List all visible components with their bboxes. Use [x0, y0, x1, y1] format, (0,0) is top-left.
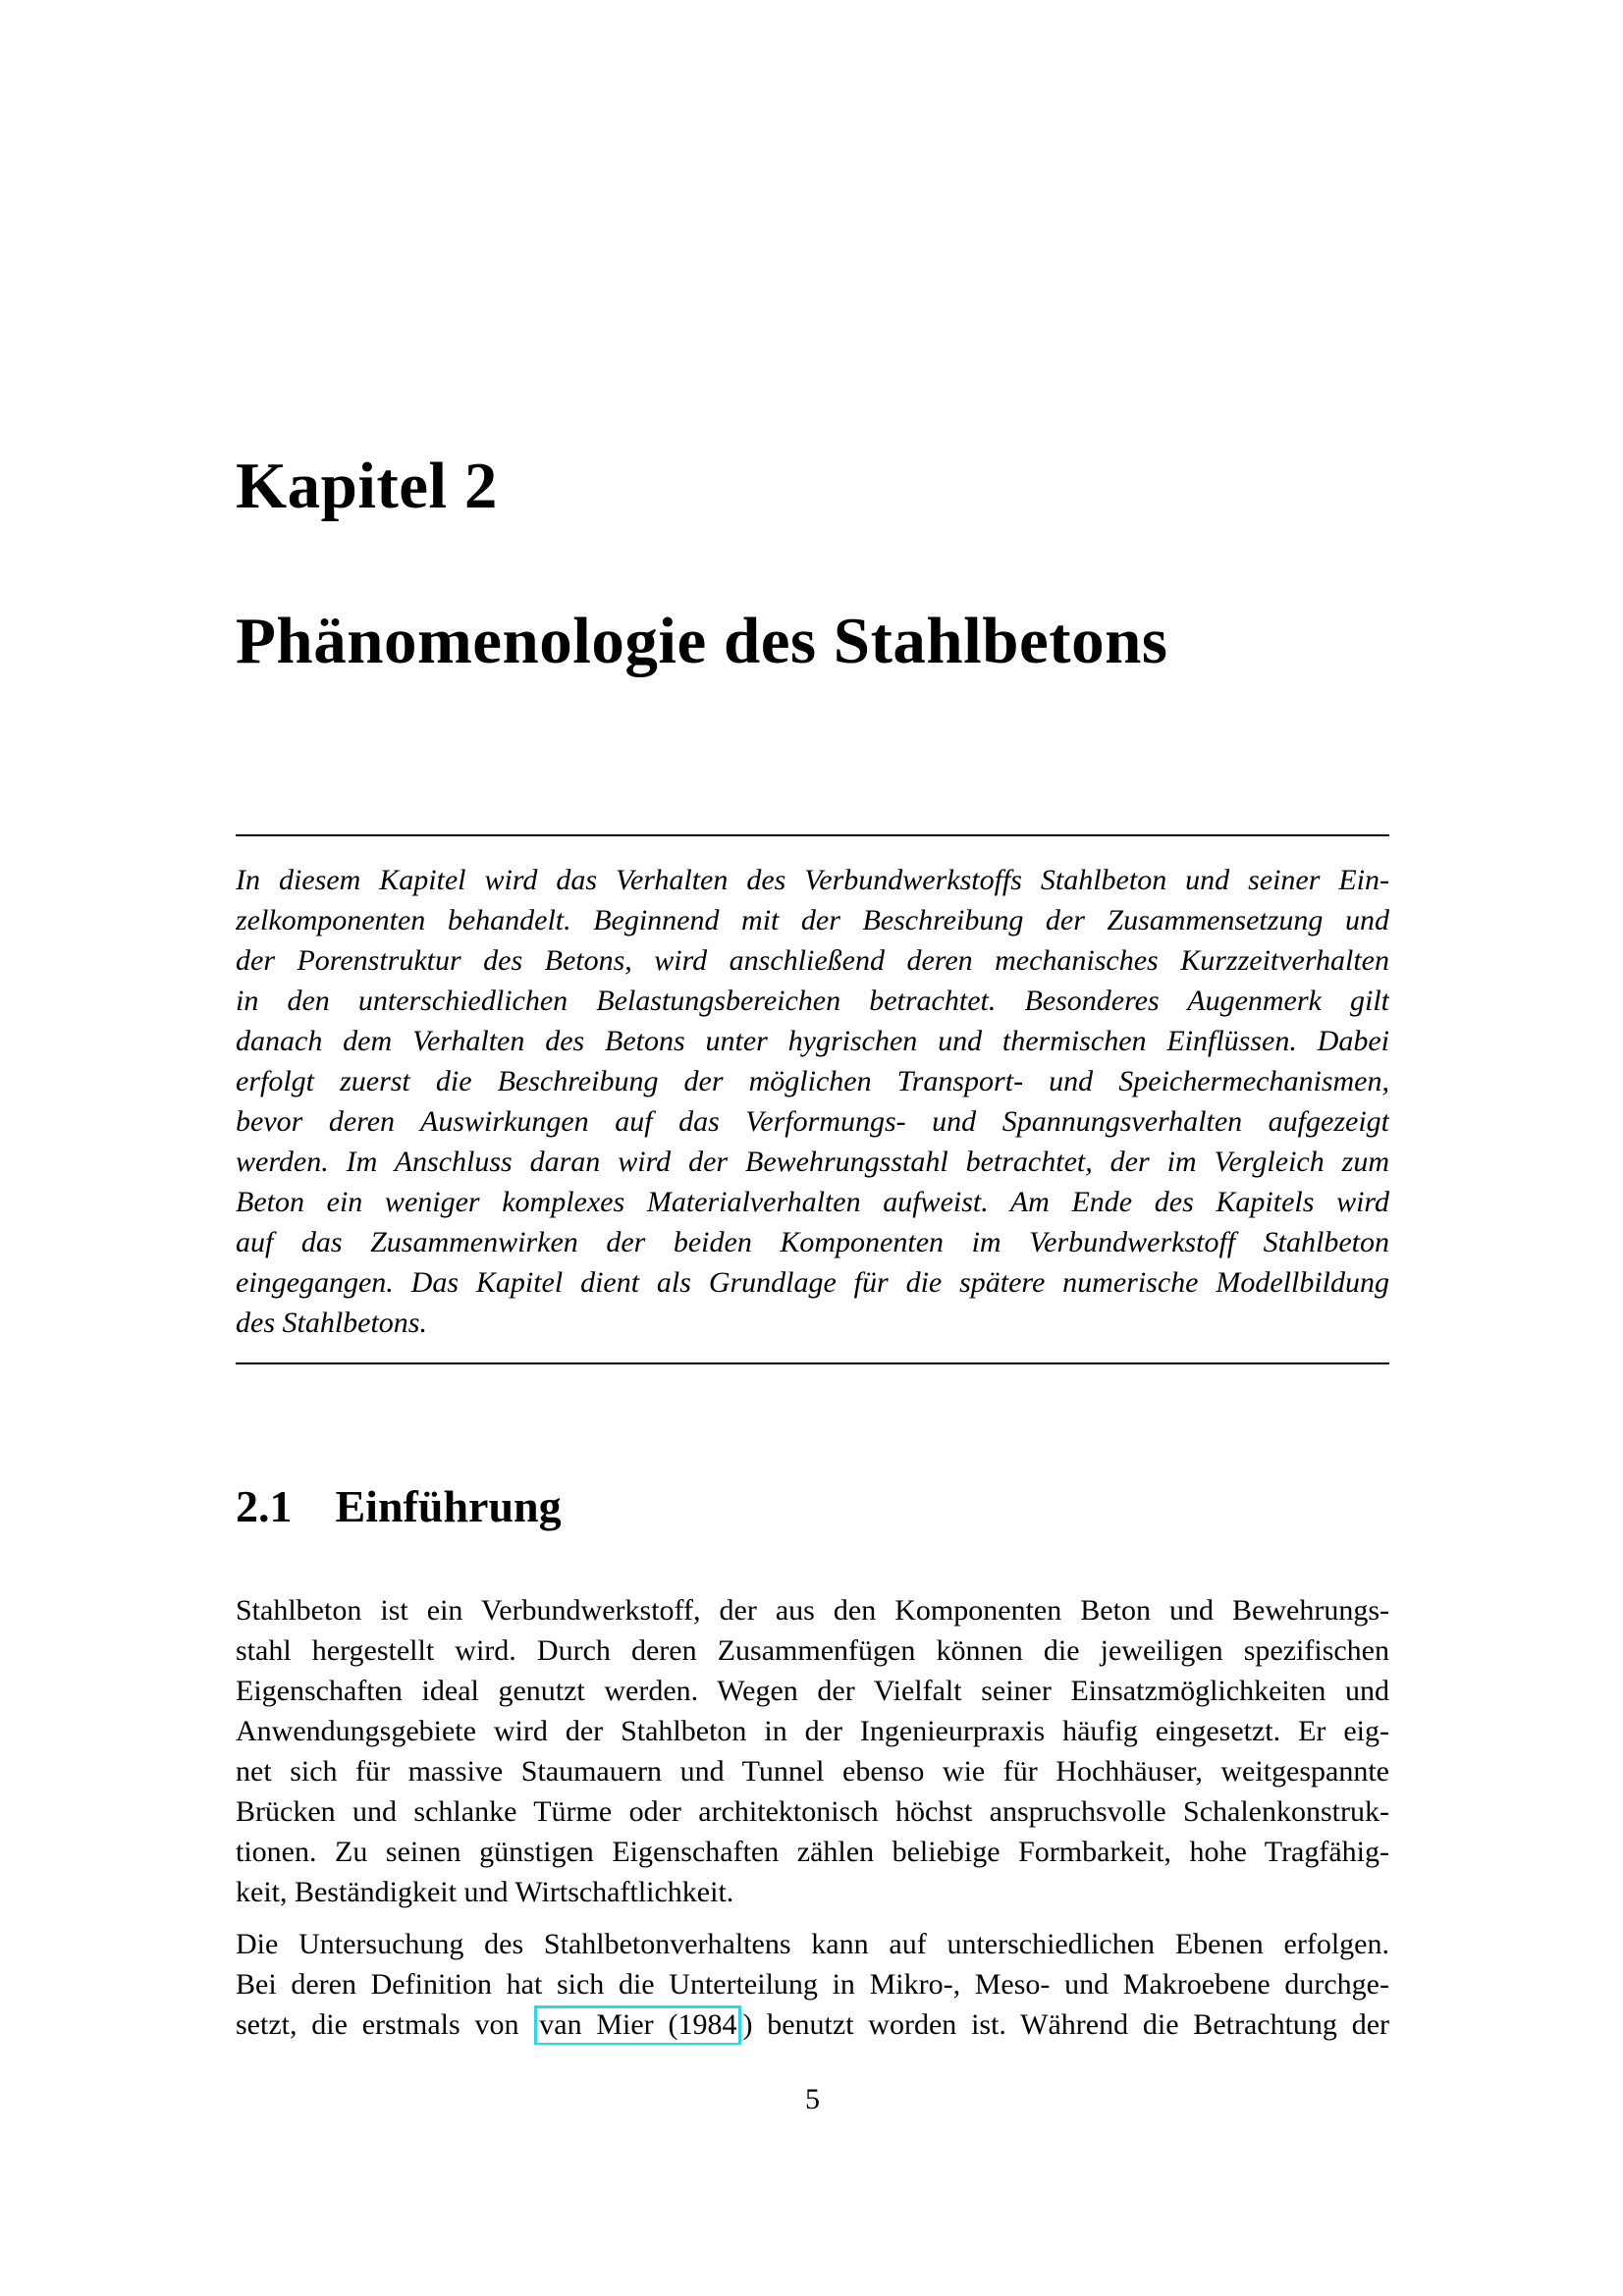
abstract-line: zelkomponenten behandelt. Beginnend mit der Beschreibung der Zusammensetzung und [236, 904, 1389, 936]
paragraph-1 [236, 1590, 1389, 1912]
text-line: Bei deren Definition hat sich die Unterteilung in Mikro-, Meso- und Makroebene durchge- [236, 1968, 1389, 2001]
text-line-with-citation [236, 2004, 1389, 2045]
abstract-line: werden. Im Anschluss daran wird der Bewehrungsstahl betrachtet, der im Vergleich zum [236, 1146, 1389, 1178]
abstract-text [236, 836, 1389, 1362]
text-line: Die Untersuchung des Stahlbetonverhaltens kann auf unterschiedlichen Ebenen erfolgen. [236, 1928, 1389, 1960]
section-title: Einführung [335, 1481, 562, 1531]
horizontal-rule-bottom [236, 1362, 1389, 1364]
text-line: keit, Beständigkeit und Wirtschaftlichkeit. [236, 1876, 734, 1908]
text-line: Eigenschaften ideal genutzt werden. Wegen der Vielfalt seiner Einsatzmöglichkeiten und [236, 1675, 1389, 1707]
abstract-line: danach dem Verhalten des Betons unter hygrischen und thermischen Einflüssen. Dabei [236, 1025, 1389, 1057]
abstract-line: erfolgt zuerst die Beschreibung der möglichen Transport- und Speichermechanismen, [236, 1065, 1389, 1097]
text-line: Brücken und schlanke Türme oder architektonisch höchst anspruchsvolle Schalenkonstruk- [236, 1795, 1389, 1828]
section-number: 2.1 [236, 1481, 293, 1531]
text-line: tionen. Zu seinen günstigen Eigenschaften zählen beliebige Formbarkeit, hohe Tragfähig- [236, 1836, 1389, 1868]
abstract-line: Beton ein weniger komplexes Materialverhalten aufweist. Am Ende des Kapitels wird [236, 1186, 1389, 1218]
body-text [236, 1590, 1389, 2045]
abstract-line: eingegangen. Das Kapitel dient als Grundlage für die spätere numerische Modellbildung [236, 1266, 1389, 1299]
abstract-line: bevor deren Auswirkungen auf das Verformungs- und Spannungsverhalten aufgezeigt [236, 1105, 1389, 1138]
text-line: stahl hergestellt wird. Durch deren Zusammenfügen können die jeweiligen spezifischen [236, 1634, 1389, 1667]
abstract-line: des Stahlbetons. [236, 1307, 427, 1339]
citation-post-text: ) benutzt worden ist. Während die Betrachtung der [742, 2008, 1389, 2041]
chapter-label: Kapitel 2 [236, 450, 498, 522]
chapter-title: Phänomenologie des Stahlbetons [236, 605, 1168, 677]
paragraph-2 [236, 1924, 1389, 2045]
text-line: net sich für massive Staumauern und Tunnel ebenso wie für Hochhäuser, weitgespannte [236, 1755, 1389, 1788]
abstract-line: In diesem Kapitel wird das Verhalten des Verbundwerkstoffs Stahlbeton und seiner Ein- [236, 864, 1389, 896]
abstract-line: auf das Zusammenwirken der beiden Komponenten im Verbundwerkstoff Stahlbeton [236, 1226, 1389, 1258]
text-line: Stahlbeton ist ein Verbundwerkstoff, der aus den Komponenten Beton und Bewehrungs- [236, 1594, 1389, 1627]
abstract-line: in den unterschiedlichen Belastungsbereichen betrachtet. Besonderes Augenmerk gilt [236, 985, 1389, 1017]
citation-pre-text: setzt, die erstmals von [236, 2008, 534, 2041]
citation-link-van-mier-1984[interactable]: van Mier (1984 [534, 2005, 741, 2045]
abstract-line: der Porenstruktur des Betons, wird anschließend deren mechanisches Kurzzeitverhalten [236, 944, 1389, 977]
text-line: Anwendungsgebiete wird der Stahlbeton in der Ingenieurpraxis häufig eingesetzt. Er eig- [236, 1715, 1389, 1747]
section-heading [236, 1481, 1389, 1531]
page-number: 5 [805, 2083, 820, 2115]
abstract-block [236, 834, 1389, 1364]
